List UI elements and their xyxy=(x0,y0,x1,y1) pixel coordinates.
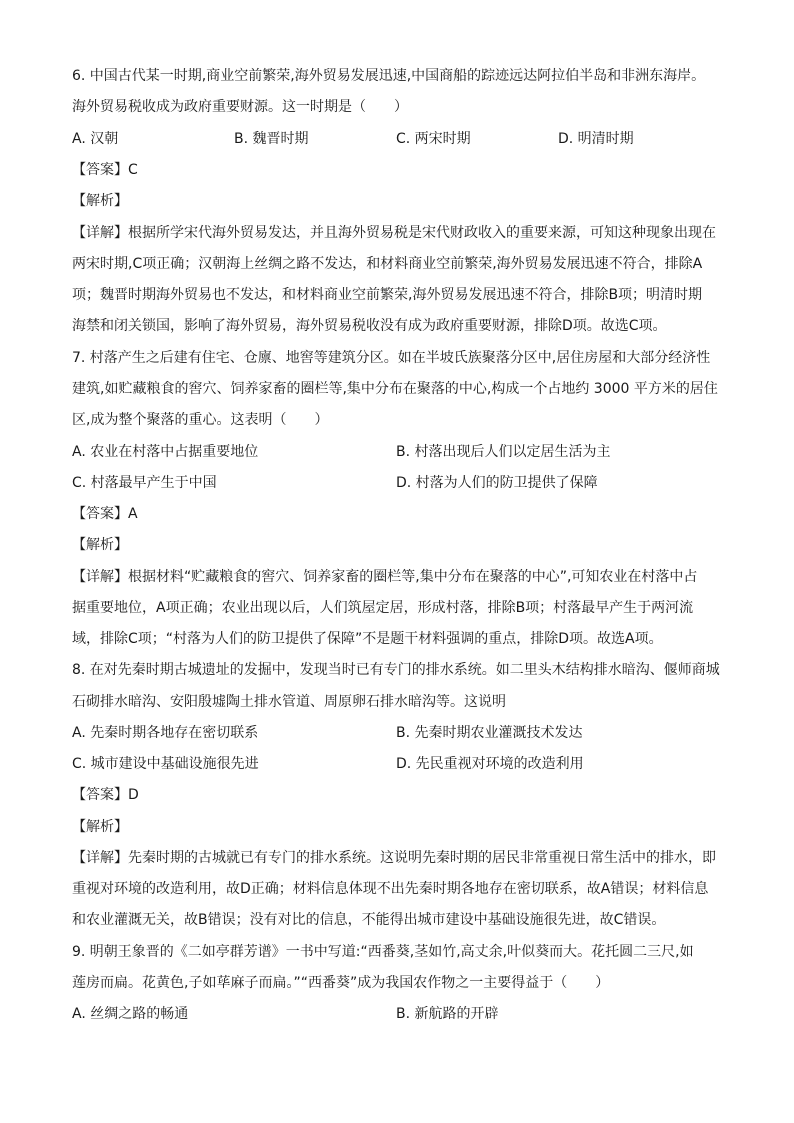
question-7-option-a: A. 农业在村落中占据重要地位 xyxy=(72,444,259,460)
question-8-option-c: C. 城市建设中基础设施很先进 xyxy=(72,756,259,772)
question-8-stem-line-1: 8. 在对先秦时期古城遗址的发掘中，发现当时已有专门的排水系统。如二里头木结构排水暗沟、偃师商城 xyxy=(72,662,720,678)
question-6-analysis: 【解析】 xyxy=(72,193,128,209)
question-8-stem-line-2: 石砌排水暗沟、安阳殷墟陶土排水管道、周原卵石排水暗沟等。这说明 xyxy=(72,694,506,710)
question-8-detail-line-2: 重视对环境的改造利用，故D正确；材料信息体现不出先秦时期各地存在密切联系，故A错误；材料信息 xyxy=(72,881,709,897)
question-7-detail-line-3: 域，排除C项；“村落为人们的防卫提供了保障”不是题干材料强调的重点，排除D项。故选A项。 xyxy=(72,631,663,647)
question-8-detail-line-3: 和农业灌溉无关，故B错误；没有对比的信息，不能得出城市建设中基础设施很先进，故C错误。 xyxy=(72,912,666,928)
question-6-detail-line-1: 【详解】根据所学宋代海外贸易发达，并且海外贸易税是宋代财政收入的重要来源，可知这种现象出现在 xyxy=(72,225,716,241)
question-7-option-b: B. 村落出现后人们以定居生活为主 xyxy=(396,444,611,460)
question-8-analysis: 【解析】 xyxy=(72,819,128,835)
question-7-analysis: 【解析】 xyxy=(72,537,128,553)
question-7-detail-line-1: 【详解】根据材料“贮藏粮食的窖穴、饲养家畜的圈栏等,集中分布在聚落的中心”,可知农业在村落中占 xyxy=(72,569,698,585)
question-6-detail-line-4: 海禁和闭关锁国，影响了海外贸易，海外贸易税收没有成为政府重要财源，排除D项。故选C项。 xyxy=(72,318,667,334)
question-9-option-a: A. 丝绸之路的畅通 xyxy=(72,1006,189,1022)
question-6-detail-line-3: 项；魏晋时期海外贸易也不发达，和材料商业空前繁荣,海外贸易发展迅速不符合，排除B项；明清时期 xyxy=(72,287,703,303)
question-6-stem-line-1: 6. 中国古代某一时期,商业空前繁荣,海外贸易发展迅速,中国商船的踪迹远达阿拉伯半岛和非洲东海岸。 xyxy=(72,68,706,84)
question-6-option-c: C. 两宋时期 xyxy=(396,131,471,147)
question-8-detail-line-1: 【详解】先秦时期的古城就已有专门的排水系统。这说明先秦时期的居民非常重视日常生活中的排水，即 xyxy=(72,850,716,866)
question-8-option-b: B. 先秦时期农业灌溉技术发达 xyxy=(396,725,583,741)
question-9-option-b: B. 新航路的开辟 xyxy=(396,1006,499,1022)
question-9-stem-line-1: 9. 明朝王象晋的《二如亭群芳谱》一书中写道:“西番葵,茎如竹,高丈余,叶似葵而大。花托圆二三尺,如 xyxy=(72,944,694,960)
question-8-option-d: D. 先民重视对环境的改造利用 xyxy=(396,756,584,772)
question-6-answer: 【答案】C xyxy=(72,162,138,178)
question-6-option-b: B. 魏晋时期 xyxy=(234,131,309,147)
question-7-stem-line-2: 建筑,如贮藏粮食的窖穴、饲养家畜的圈栏等,集中分布在聚落的中心,构成一个占地约 3000 平方米的居住 xyxy=(72,381,718,397)
question-7-option-c: C. 村落最早产生于中国 xyxy=(72,475,217,491)
question-7-answer: 【答案】A xyxy=(72,506,138,522)
question-6-detail-line-2: 两宋时期,C项正确；汉朝海上丝绸之路不发达，和材料商业空前繁荣,海外贸易发展迅速不符合，排除A xyxy=(72,256,703,272)
question-9-stem-line-2: 莲房而扁。花黄色,子如荜麻子而扁。”“西番葵”成为我国农作物之一主要得益于（ ） xyxy=(72,975,610,991)
question-7-stem-line-1: 7. 村落产生之后建有住宅、仓廪、地窖等建筑分区。如在半坡氏族聚落分区中,居住房屋和大部分经济性 xyxy=(72,350,711,366)
question-7-stem-line-3: 区,成为整个聚落的重心。这表明（ ） xyxy=(72,412,329,428)
question-8-answer: 【答案】D xyxy=(72,787,139,803)
question-7-detail-line-2: 据重要地位，A项正确；农业出现以后，人们筑屋定居，形成村落，排除B项；村落最早产生于两河流 xyxy=(72,600,694,616)
question-8-option-a: A. 先秦时期各地存在密切联系 xyxy=(72,725,259,741)
question-7-option-d: D. 村落为人们的防卫提供了保障 xyxy=(396,475,598,491)
question-6-stem-line-2: 海外贸易税收成为政府重要财源。这一时期是（ ） xyxy=(72,99,408,115)
question-6-option-d: D. 明清时期 xyxy=(558,131,634,147)
question-6-option-a: A. 汉朝 xyxy=(72,131,119,147)
